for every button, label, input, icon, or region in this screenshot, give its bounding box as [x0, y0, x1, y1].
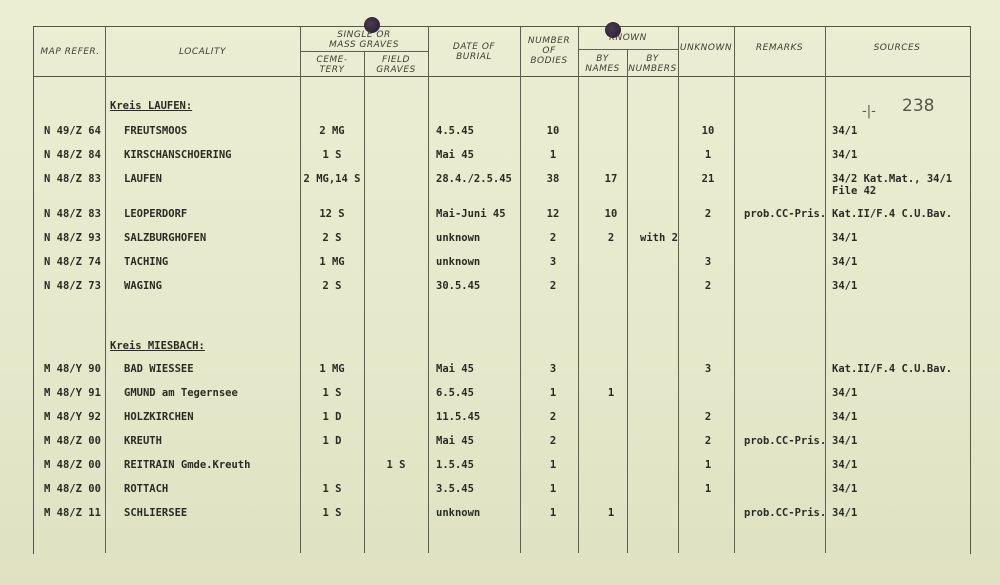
cell-unknown: 21: [701, 173, 715, 185]
section-title: Kreis MIESBACH:: [110, 340, 205, 352]
cell-date: Mai 45: [436, 363, 474, 375]
cell-bodies: 2: [549, 232, 557, 244]
cell-cemetery: 1 D: [322, 411, 342, 423]
cell-bodies: 3: [549, 256, 557, 268]
cell-cemetery: 1 D: [322, 435, 342, 447]
cell-bodies: 1: [549, 387, 557, 399]
cell-map: M 48/Z 11: [44, 507, 101, 519]
cell-map: M 48/Y 90: [44, 363, 101, 375]
cell-date: 4.5.45: [436, 125, 474, 137]
table-row: [0, 280, 1000, 294]
header-map-refer: MAP REFER.: [40, 47, 100, 57]
cell-sources: 34/1: [832, 232, 858, 244]
cell-by-names: 2: [607, 232, 615, 244]
page-mark: -|-: [862, 104, 876, 119]
cell-cemetery: 2 MG,14 S: [303, 173, 361, 185]
cell-locality: HOLZKIRCHEN: [124, 411, 194, 423]
cell-map: N 48/Z 74: [44, 256, 101, 268]
cell-locality: LAUFEN: [124, 173, 162, 185]
subheader-divider: [300, 51, 428, 52]
cell-date: Mai 45: [436, 149, 474, 161]
cell-cemetery: 1 MG: [319, 256, 345, 268]
cell-remarks: prob.CC-Pris.: [744, 507, 827, 519]
cell-cemetery: 2 MG: [319, 125, 345, 137]
cell-bodies: 1: [549, 483, 557, 495]
cell-date: 3.5.45: [436, 483, 474, 495]
cell-map: N 48/Z 83: [44, 173, 101, 185]
header-date-of-burial: DATE OF BURIAL: [452, 42, 496, 62]
cell-sources: 34/1: [832, 149, 858, 161]
cell-map: M 48/Y 92: [44, 411, 101, 423]
cell-by-names: 17: [604, 173, 618, 185]
cell-unknown: 2: [704, 411, 712, 423]
cell-cemetery: 1 S: [322, 149, 342, 161]
cell-sources: 34/2 Kat.Mat., 34/1: [832, 173, 953, 185]
table-row: [0, 387, 1000, 401]
cell-cemetery: 2 S: [322, 280, 342, 292]
cell-map: N 48/Z 83: [44, 208, 101, 220]
cell-sources: 34/1: [832, 459, 858, 471]
cell-sources: Kat.II/F.4 C.U.Bav.: [832, 363, 953, 375]
cell-bodies: 2: [549, 411, 557, 423]
cell-date: unknown: [436, 232, 481, 244]
cell-unknown: 3: [704, 256, 712, 268]
cell-map: N 48/Z 84: [44, 149, 101, 161]
cell-cemetery: 2 S: [322, 232, 342, 244]
cell-date: unknown: [436, 507, 481, 519]
table-row: [0, 507, 1000, 521]
cell-bodies: 12: [546, 208, 560, 220]
cell-sources: 34/1: [832, 280, 858, 292]
cell-unknown: 2: [704, 208, 712, 220]
cell-sources: 34/1: [832, 411, 858, 423]
cell-locality: KIRSCHANSCHOERING: [124, 149, 232, 161]
cell-date: Mai 45: [436, 435, 474, 447]
page-number: 238: [902, 96, 935, 116]
header-by-numbers: BY NUMBERS: [628, 54, 677, 74]
table-row: [0, 232, 1000, 246]
cell-field: 1 S: [386, 459, 406, 471]
cell-date: 11.5.45: [436, 411, 481, 423]
cell-locality: ROTTACH: [124, 483, 169, 495]
cell-sources: 34/1: [832, 125, 858, 137]
cell-remarks: prob.CC-Pris.: [744, 208, 827, 220]
cell-bodies: 38: [546, 173, 560, 185]
table-row: [0, 125, 1000, 139]
cell-map: N 48/Z 93: [44, 232, 101, 244]
cell-unknown: 2: [704, 435, 712, 447]
header-field-graves: FIELD GRAVES: [376, 55, 416, 75]
cell-date: Mai-Juni 45: [436, 208, 506, 220]
section-title: Kreis LAUFEN:: [110, 100, 193, 112]
header-known: KNOWN: [609, 33, 647, 43]
cell-bodies: 2: [549, 280, 557, 292]
cell-sources: 34/1: [832, 507, 858, 519]
table-row: [0, 173, 1000, 197]
cell-date: 6.5.45: [436, 387, 474, 399]
cell-locality: TACHING: [124, 256, 169, 268]
cell-bodies: 2: [549, 435, 557, 447]
cell-locality: FREUTSMOOS: [124, 125, 188, 137]
header-sources: SOURCES: [873, 43, 921, 53]
table-row: [0, 256, 1000, 270]
cell-cemetery: 1 MG: [319, 363, 345, 375]
cell-date: unknown: [436, 256, 481, 268]
cell-map: M 48/Y 91: [44, 387, 101, 399]
cell-unknown: 1: [704, 149, 712, 161]
cell-sources-continued: File 42: [832, 185, 877, 197]
cell-sources: 34/1: [832, 483, 858, 495]
cell-sources: 34/1: [832, 387, 858, 399]
cell-unknown: 10: [701, 125, 715, 137]
cell-date: 28.4./2.5.45: [436, 173, 512, 185]
cell-remarks: prob.CC-Pris.: [744, 435, 827, 447]
cell-locality: WAGING: [124, 280, 162, 292]
cell-date: 30.5.45: [436, 280, 481, 292]
cell-by-numbers: with 2: [640, 232, 678, 244]
header-number-of-bodies: NUMBER OF BODIES: [527, 36, 571, 66]
cell-bodies: 1: [549, 149, 557, 161]
table-row: [0, 411, 1000, 425]
cell-locality: SCHLIERSEE: [124, 507, 188, 519]
table-row: [0, 483, 1000, 497]
cell-map: M 48/Z 00: [44, 459, 101, 471]
cell-bodies: 10: [546, 125, 560, 137]
cell-unknown: 3: [704, 363, 712, 375]
cell-bodies: 1: [549, 459, 557, 471]
cell-bodies: 3: [549, 363, 557, 375]
cell-cemetery: 1 S: [322, 387, 342, 399]
cell-locality: KREUTH: [124, 435, 162, 447]
table-row: [0, 208, 1000, 222]
header-unknown: UNKNOWN: [679, 43, 733, 53]
cell-unknown: 1: [704, 459, 712, 471]
table-row: [0, 435, 1000, 449]
cell-unknown: 1: [704, 483, 712, 495]
cell-locality: REITRAIN Gmde.Kreuth: [124, 459, 251, 471]
table-row: [0, 363, 1000, 377]
cell-cemetery: 1 S: [322, 483, 342, 495]
cell-by-names: 1: [607, 387, 615, 399]
cell-locality: BAD WIESSEE: [124, 363, 194, 375]
header-single-or-mass-graves: SINGLE OR MASS GRAVES: [329, 30, 399, 50]
header-remarks: REMARKS: [755, 43, 804, 53]
subheader-divider: [578, 49, 678, 50]
header-cemetery: CEME- TERY: [316, 55, 348, 75]
header-by-names: BY NAMES: [585, 54, 620, 74]
cell-locality: LEOPERDORF: [124, 208, 188, 220]
cell-bodies: 1: [549, 507, 557, 519]
header-divider: [33, 76, 971, 77]
cell-cemetery: 1 S: [322, 507, 342, 519]
cell-map: M 48/Z 00: [44, 435, 101, 447]
table-row: [0, 149, 1000, 163]
cell-by-names: 1: [607, 507, 615, 519]
header-locality: LOCALITY: [179, 47, 226, 57]
cell-map: M 48/Z 00: [44, 483, 101, 495]
cell-locality: GMUND am Tegernsee: [124, 387, 238, 399]
cell-map: N 49/Z 64: [44, 125, 101, 137]
cell-by-names: 10: [604, 208, 618, 220]
cell-sources: Kat.II/F.4 C.U.Bav.: [832, 208, 953, 220]
cell-sources: 34/1: [832, 435, 858, 447]
cell-unknown: 2: [704, 280, 712, 292]
cell-locality: SALZBURGHOFEN: [124, 232, 207, 244]
cell-cemetery: 12 S: [319, 208, 345, 220]
table-row: [0, 459, 1000, 473]
cell-sources: 34/1: [832, 256, 858, 268]
cell-map: N 48/Z 73: [44, 280, 101, 292]
cell-date: 1.5.45: [436, 459, 474, 471]
